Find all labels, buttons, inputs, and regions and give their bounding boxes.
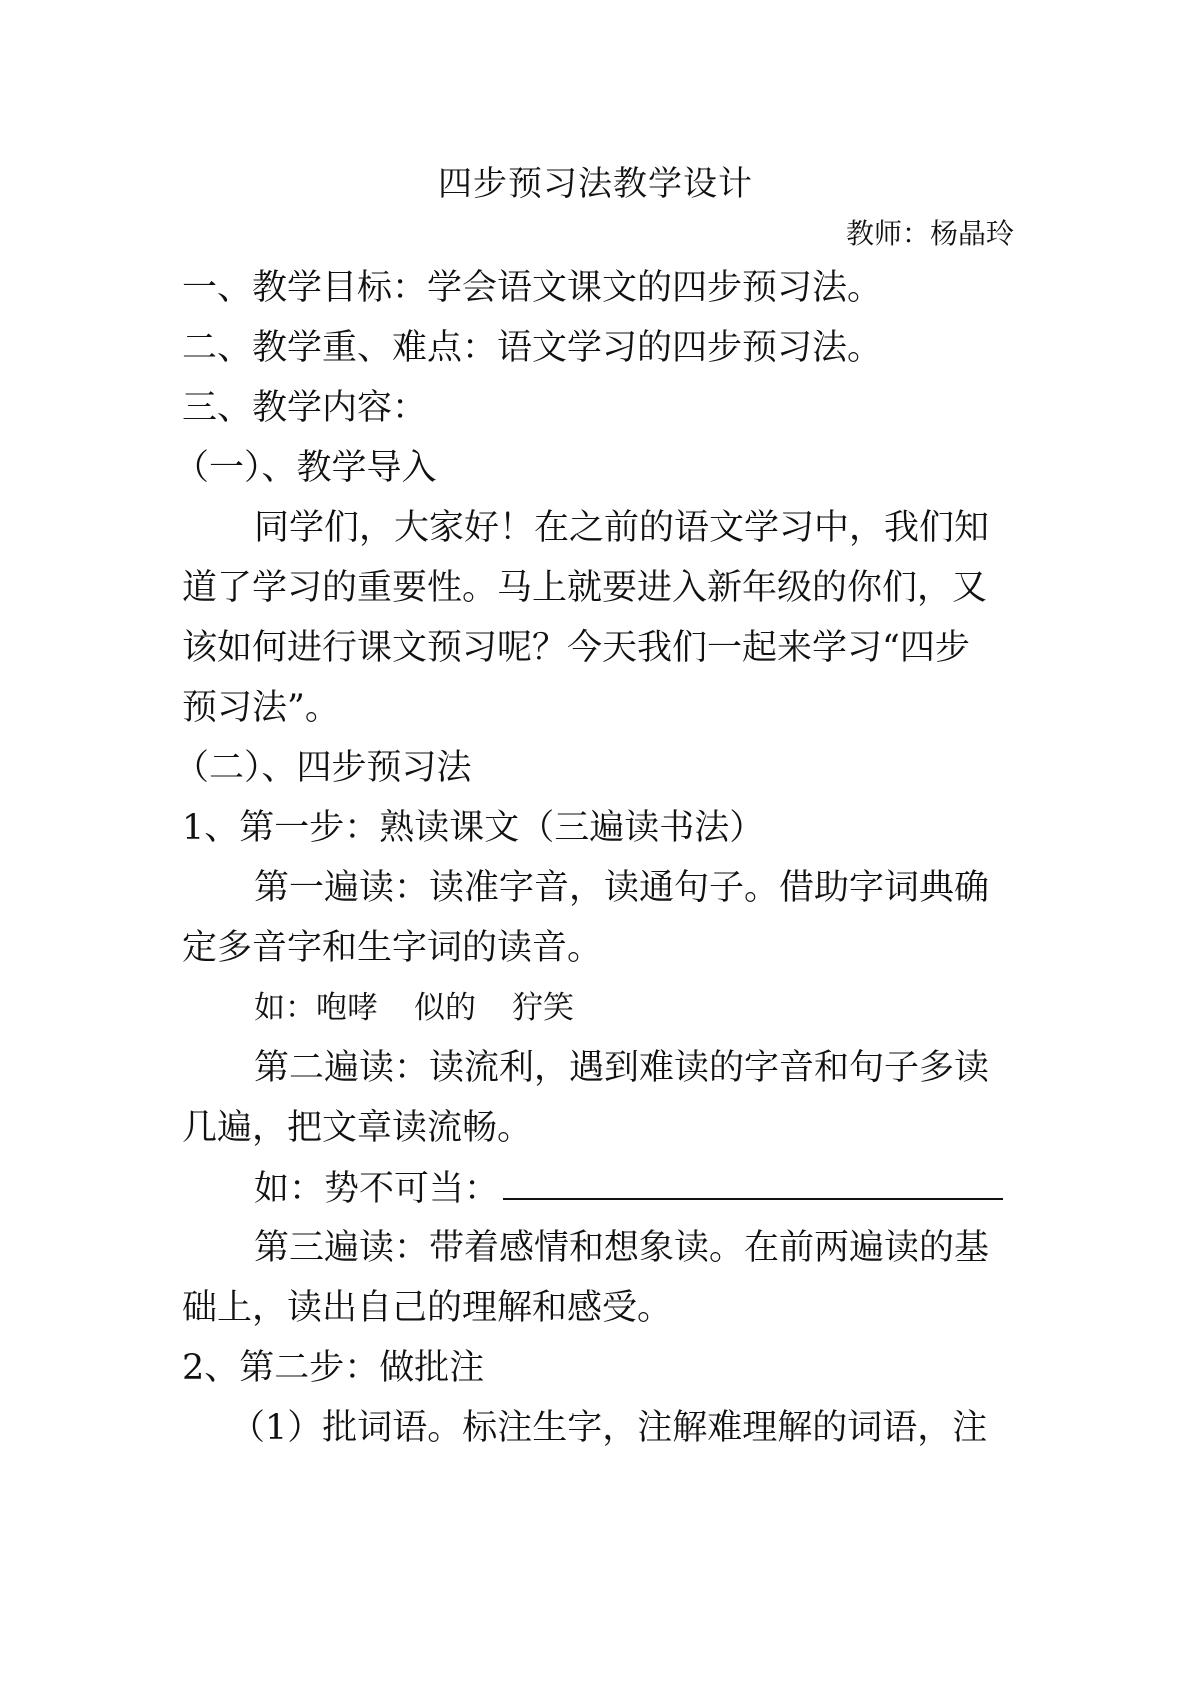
section-method-heading: （二）、四步预习法 [174,748,472,788]
paragraph-line: 同学们，大家好！在之前的语文学习中，我们知 [254,508,990,548]
fill-blank-line [182,1158,1014,1218]
step-two-heading: 2、第二步：做批注 [182,1348,485,1388]
page-title: 四步预习法教学设计 [438,164,753,204]
paragraph-line: 础上，读出自己的理解和感受。 [182,1288,673,1328]
key-points-line: 二、教学重、难点：语文学习的四步预习法。 [182,328,883,368]
paragraph-line: 预习法”。 [182,688,340,728]
example-words-line [182,978,1014,1038]
section-intro-heading: （一）、教学导入 [174,448,437,488]
paragraph-line: 第三遍读：带着感情和想象读。在前两遍读的基 [254,1228,990,1268]
answer-blank[interactable] [503,1158,1003,1200]
paragraph-line: 定多音字和生字词的读音。 [182,928,603,968]
paragraph-line: 该如何进行课文预习呢？今天我们一起来学习“四步 [182,628,970,668]
paragraph-line: 几遍，把文章读流畅。 [182,1108,533,1148]
paragraph-line: 第一遍读：读准字音，读通句子。借助字词典确 [254,868,990,908]
content-heading: 三、教学内容： [182,388,428,428]
paragraph-line: 第二遍读：读流利，遇到难读的字音和句子多读 [254,1048,990,1088]
author-line: 教师：杨晶玲 [845,217,1014,250]
example-label: 如： [254,990,316,1026]
step-one-heading: 1、第一步：熟读课文（三遍读书法） [182,808,765,848]
example-word: 狞笑 [512,990,574,1026]
fill-blank-label: 如：势不可当： [254,1169,500,1209]
paragraph-line: 道了学习的重要性。马上就要进入新年级的你们，又 [182,568,988,608]
objective-line: 一、教学目标：学会语文课文的四步预习法。 [182,268,883,308]
paragraph-line: （1）批词语。标注生字，注解难理解的词语，注 [230,1408,988,1448]
example-word: 似的 [414,990,476,1026]
document-body [174,258,1014,1458]
example-word: 咆哮 [316,990,378,1026]
